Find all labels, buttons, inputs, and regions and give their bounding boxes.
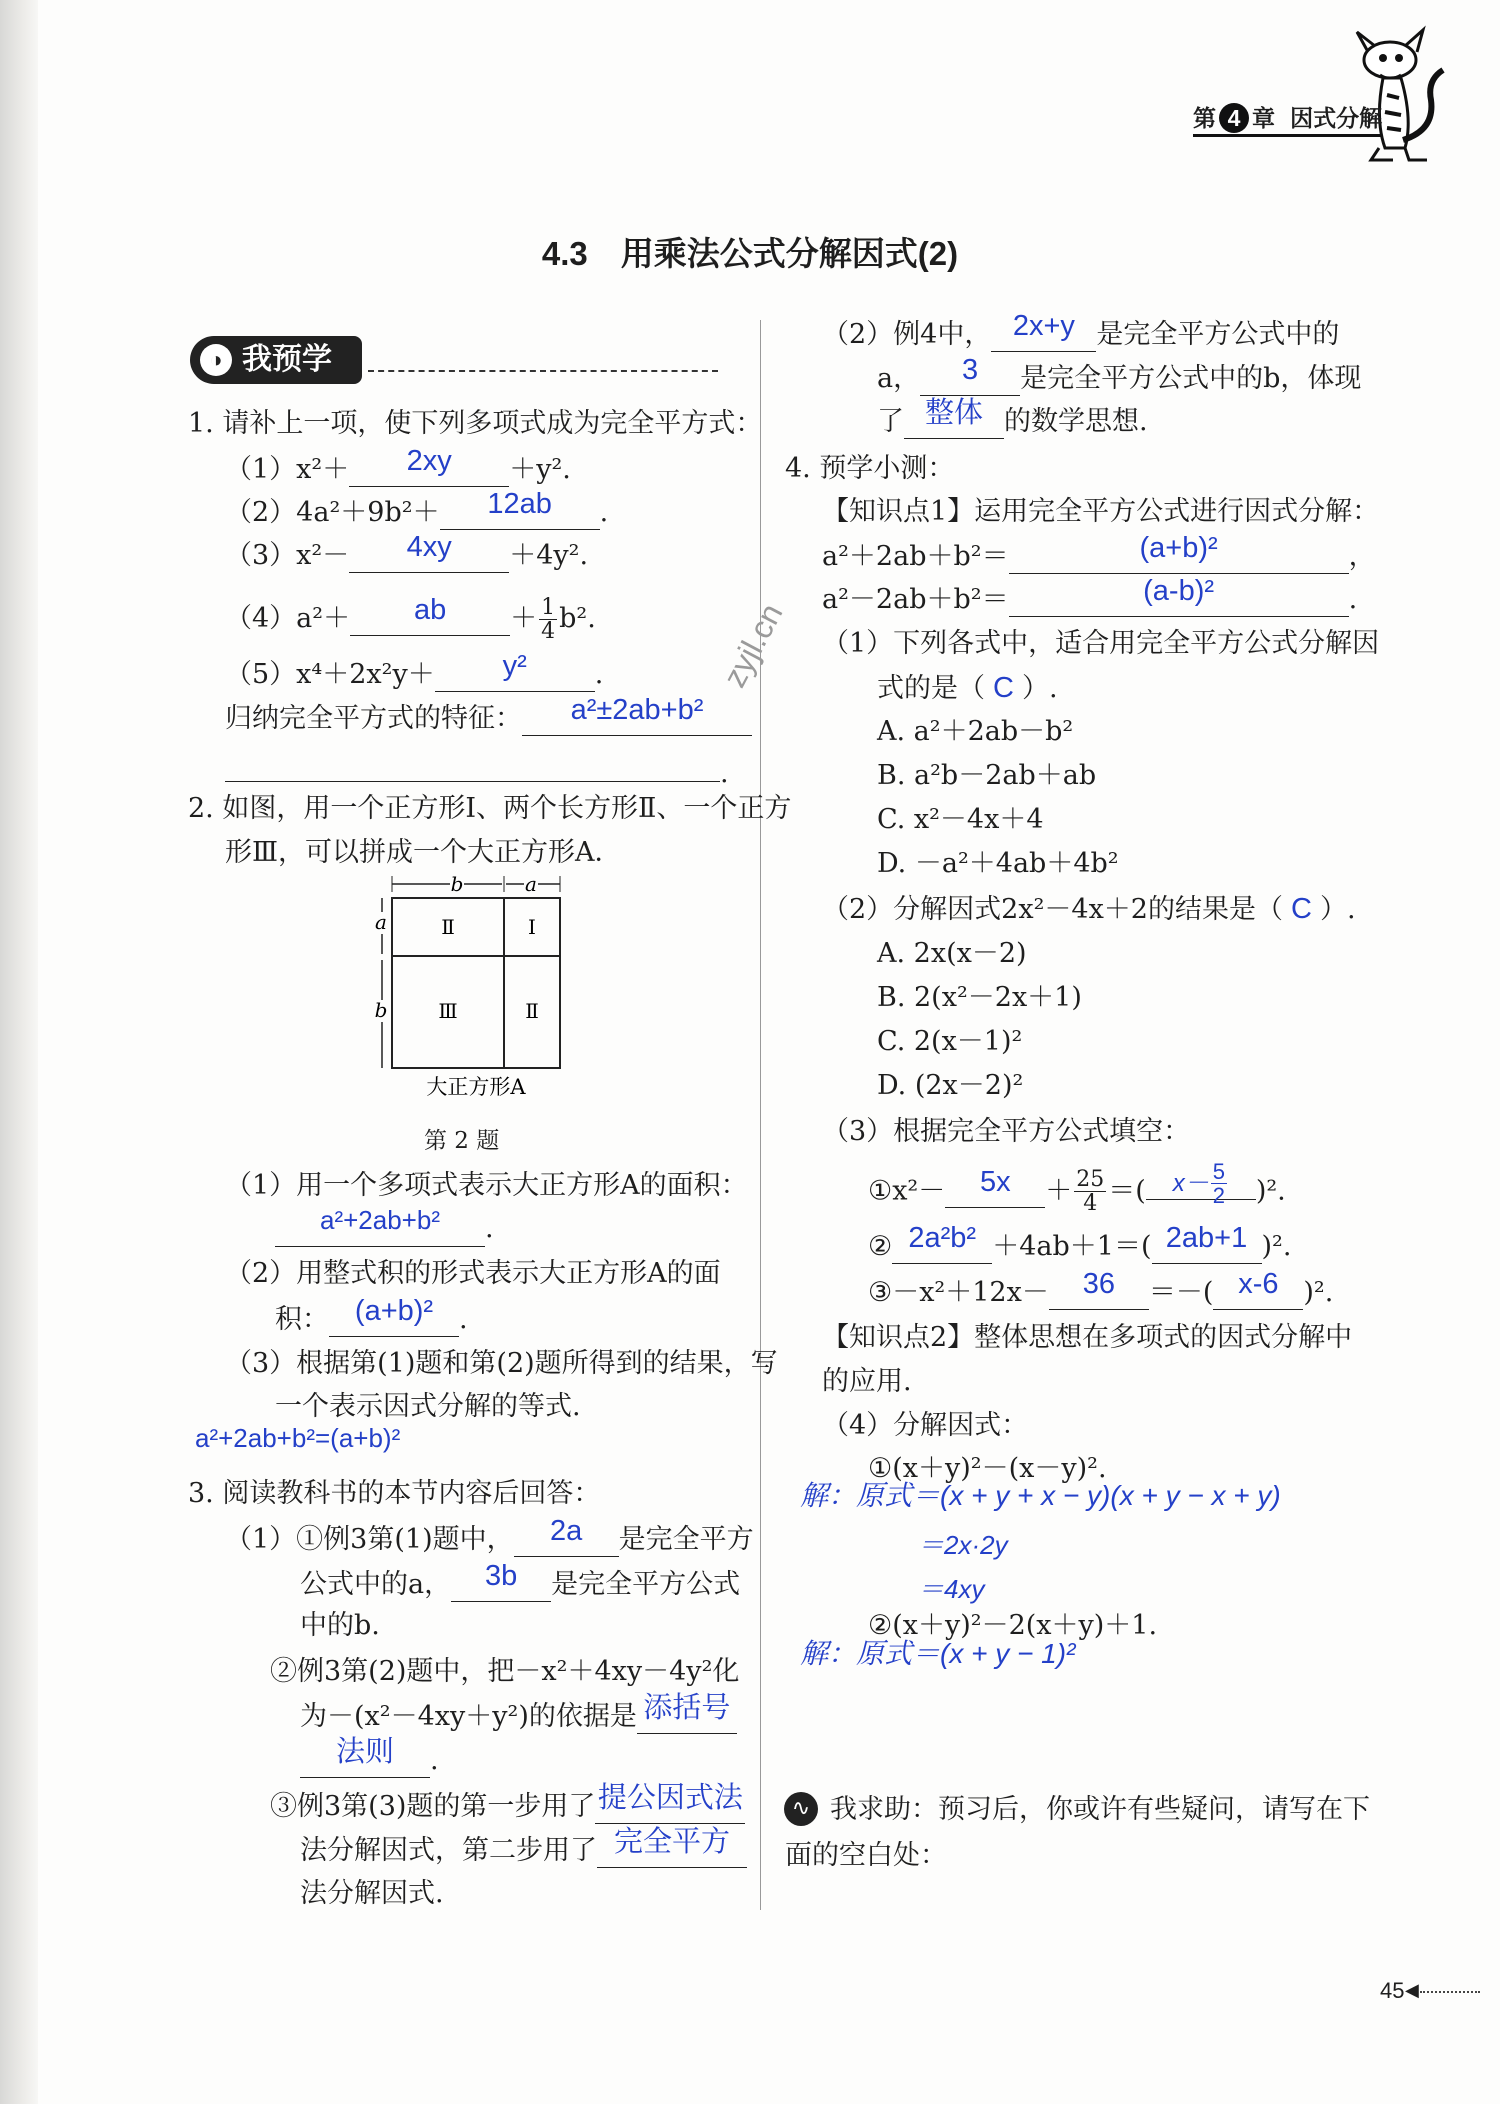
q1-answer-3[interactable]: 4xy <box>406 531 452 563</box>
tiger-mascot-icon <box>1335 20 1455 170</box>
q4-c2-opt-d: D. (2x－2)² <box>877 1070 1024 1101</box>
book-spine-shadow <box>0 0 38 2104</box>
q1-summary-line2: . <box>225 750 729 787</box>
q2-p1: （1）用一个多项式表示大正方形A的面积： <box>225 1170 748 1201</box>
q3-s3-l3: 法分解因式. <box>300 1878 444 1909</box>
q3-s2-answer-1[interactable]: 添括号 <box>643 1692 731 1724</box>
q2-p1-answer[interactable]: a²+2ab+b² <box>320 1205 440 1235</box>
fig-label-a: a <box>525 872 537 896</box>
q4-c1-opt-c: C. x²－4x＋4 <box>877 804 1044 835</box>
q3-r2-l1: （2）例4中， 2x+y 是完全平方公式中的 <box>822 320 1339 352</box>
q1-item-5: （5）x⁴＋2x²y＋ y² . <box>225 660 603 692</box>
fig-region-4: Ⅱ <box>525 999 539 1023</box>
q4-c3-3: ③－x²＋12x－ 36 ＝－( x-6 )². <box>868 1278 1333 1310</box>
q3-s3-l2: 法分解因式，第二步用了 完全平方 <box>300 1836 747 1868</box>
q4-c4-2: ②(x＋y)²－2(x＋y)＋1. <box>868 1610 1158 1641</box>
section-label: 我预学 <box>242 343 332 376</box>
q2-figure <box>370 872 580 1097</box>
q4-c3-1-answer[interactable]: 5x <box>979 1166 1011 1199</box>
q3-s2-l3: 法则 . <box>300 1746 439 1778</box>
q4-c1-opt-b: B. a²b－2ab＋ab <box>877 760 1097 791</box>
q1-stem: 1. 请补上一项，使下列多项式成为完全平方式： <box>188 408 763 439</box>
watermark: zyjl.cn <box>716 597 790 693</box>
fig-region-2: Ⅰ <box>528 915 536 939</box>
q2-stem-l2: 形Ⅲ，可以拼成一个大正方形A． <box>225 837 622 868</box>
q4-c3-3-answer-2[interactable]: x-6 <box>1238 1268 1279 1300</box>
q4-c3-1-answer-2[interactable]: x－ $\frac{5}{2}$ <box>1172 1159 1225 1209</box>
q4-kp2-l2: 的应用. <box>822 1366 912 1397</box>
q2-p3-l2: 一个表示因式分解的等式. <box>275 1391 581 1422</box>
q2-p2-l2: 积： (a+b)² . <box>275 1305 468 1337</box>
q1-item-1: （1）x²＋ 2xy ＋y². <box>225 455 571 487</box>
q4-c3-2-answer-2[interactable]: 2ab+1 <box>1165 1222 1248 1254</box>
help-l2: 面的空白处： <box>785 1840 947 1871</box>
q3-s2-answer-2[interactable]: 法则 <box>335 1736 394 1768</box>
chapter-prefix: 第 <box>1193 105 1216 131</box>
q4-c2-opt-c: C. 2(x－1)² <box>877 1026 1023 1057</box>
q4-c2-opt-a: A. 2x(x－2) <box>877 938 1027 969</box>
q3-s1-l1: （1）①例3第(1)题中， 2a 是完全平方 <box>225 1525 754 1557</box>
q4-f2-answer[interactable]: (a-b)² <box>1143 575 1215 607</box>
q1-summary-answer[interactable]: a²±2ab+b² <box>570 694 704 726</box>
section-icon: ◑ <box>200 344 232 376</box>
q1-answer-4[interactable]: ab <box>413 594 447 627</box>
fig-side-a: a <box>375 910 387 934</box>
q3-s3-l1: ③例3第(3)题的第一步用了提公因式法 <box>270 1792 745 1824</box>
page-arrow-icon: ◀ <box>1405 1980 1419 2001</box>
q1-item-4: （4）a²＋ ab ＋ $\frac{1}{4}$ b². <box>225 594 596 645</box>
q3-s2-l1: ②例3第(2)题中，把－x²＋4xy－4y²化 <box>270 1656 740 1687</box>
q4-stem: 4. 预学小测： <box>785 453 955 484</box>
q3-s1-answer-1[interactable]: 2a <box>549 1515 583 1547</box>
chapter-suffix: 章 <box>1252 105 1275 131</box>
column-divider <box>760 320 761 1910</box>
q2-p2-l1: （2）用整式积的形式表示大正方形A的面 <box>225 1258 721 1289</box>
q4-kp1: 【知识点1】运用完全平方公式进行因式分解： <box>822 496 1380 527</box>
q2-stem-l1: 2. 如图，用一个正方形Ⅰ、两个长方形Ⅱ、一个正方 <box>188 793 792 824</box>
q4-c4: （4）分解因式： <box>822 1410 1029 1441</box>
q4-c4-1-solution-2[interactable]: ＝2x·2y <box>918 1530 1008 1560</box>
q4-c1-answer[interactable]: C <box>993 672 1014 704</box>
fig-title: 第 2 题 <box>424 1128 500 1154</box>
q3-s3-answer-1[interactable]: 提公因式法 <box>597 1782 743 1814</box>
q4-c3-3-answer[interactable]: 36 <box>1082 1268 1115 1300</box>
q4-c1-opt-d: D. －a²＋4ab＋4b² <box>877 848 1119 879</box>
fig-region-3: Ⅲ <box>438 999 458 1023</box>
q3-stem: 3. 阅读教科书的本节内容后回答： <box>188 1478 601 1509</box>
q4-c1-l1: （1）下列各式中，适合用完全平方公式分解因 <box>822 628 1380 659</box>
q1-item-2: （2）4a²＋9b²＋ 12ab . <box>225 498 608 530</box>
q4-c1-l2: 式的是（ C ）. <box>877 672 1058 704</box>
q4-c2-opt-b: B. 2(x²－2x＋1) <box>877 982 1082 1013</box>
help-l1: 我求助：预习后，你或许有些疑问，请写在下 <box>830 1794 1370 1825</box>
chapter-title: 因式分解 <box>1290 105 1383 131</box>
q4-kp2-l1: 【知识点2】整体思想在多项式的因式分解中 <box>822 1322 1353 1353</box>
q1-answer-2[interactable]: 12ab <box>487 488 552 520</box>
q3-s1-l2: 公式中的a， 3b 是完全平方公式 <box>300 1570 740 1602</box>
fig-region-1: Ⅱ <box>441 915 455 939</box>
help-icon: ∿ <box>784 1792 818 1826</box>
page-dash-line <box>1420 1991 1480 1993</box>
q1-answer-1[interactable]: 2xy <box>406 445 452 477</box>
page-number: 45 <box>1380 1978 1405 2003</box>
q3-r2-answer-1[interactable]: 2x+y <box>1012 310 1075 342</box>
q4-f1: a²＋2ab＋b²＝ (a+b)² ， <box>822 542 1376 574</box>
section-dash-line <box>368 370 718 372</box>
q3-s3-answer-2[interactable]: 完全平方 <box>613 1826 730 1858</box>
fig-caption: 大正方形A <box>426 1075 526 1097</box>
q3-r2-l2: a， 3 是完全平方公式中的b，体现 <box>877 364 1361 396</box>
chapter-badge <box>1193 100 1382 137</box>
q2-p3-answer[interactable]: a²+2ab+b²=(a+b)² <box>195 1423 401 1453</box>
q3-r2-answer-3[interactable]: 整体 <box>924 397 983 429</box>
q1-answer-5[interactable]: y² <box>502 650 527 682</box>
q3-s1-answer-2[interactable]: 3b <box>484 1560 518 1592</box>
fig-label-b: b <box>450 872 464 896</box>
q4-c4-1: ①(x＋y)²－(x－y)². <box>868 1453 1107 1484</box>
q4-c2-l1: （2）分解因式2x²－4x＋2的结果是（ C ）. <box>822 893 1356 925</box>
q4-c1-opt-a: A. a²＋2ab－b² <box>877 716 1074 747</box>
page-title: 4.3 用乘法公式分解因式(2) <box>541 235 959 272</box>
q4-c3-1: ①x²－ 5x ＋ $\frac{25}{4}$ ＝( x－ $\frac{5}{2}$ )². <box>868 1159 1286 1217</box>
section-header <box>190 336 362 384</box>
q2-p3-l1: （3）根据第(1)题和第(2)题所得到的结果，写 <box>225 1348 778 1379</box>
q4-f2: a²－2ab＋b²＝ (a-b)² . <box>822 585 1357 617</box>
chapter-number: 4 <box>1219 103 1249 133</box>
q4-c3-2-answer[interactable]: 2a²b² <box>908 1222 977 1254</box>
q1-summary: 归纳完全平方式的特征： a²±2ab+b² <box>225 704 752 736</box>
q4-c4-1-solution-3[interactable]: ＝4xy <box>918 1574 985 1604</box>
q4-c2-answer[interactable]: C <box>1291 893 1312 925</box>
q3-s1-l3: 中的b. <box>300 1610 380 1641</box>
q4-c4-1-solution-1[interactable]: 解：原式＝(x + y + x − y)(x + y − x + y) <box>800 1480 1281 1511</box>
q1-item-3: （3）x²－ 4xy ＋4y². <box>225 541 588 573</box>
q2-p1-answer-line: a²+2ab+b² . <box>275 1215 494 1247</box>
q4-c3: （3）根据完全平方公式填空： <box>822 1116 1191 1147</box>
q3-r2-l3: 了 整体 的数学思想. <box>877 407 1148 439</box>
q3-s2-l2: 为－(x²－4xy＋y²)的依据是 添括号 <box>300 1702 737 1734</box>
q4-c3-2: ② 2a²b² ＋4ab＋1＝( 2ab+1 )². <box>868 1232 1291 1264</box>
q2-p2-answer[interactable]: (a+b)² <box>354 1295 434 1327</box>
q4-c4-2-solution[interactable]: 解：原式＝(x + y − 1)² <box>800 1638 1076 1669</box>
fig-side-b: b <box>374 998 388 1022</box>
q4-f1-answer[interactable]: (a+b)² <box>1139 532 1218 564</box>
q3-r2-answer-2[interactable]: 3 <box>962 354 979 386</box>
